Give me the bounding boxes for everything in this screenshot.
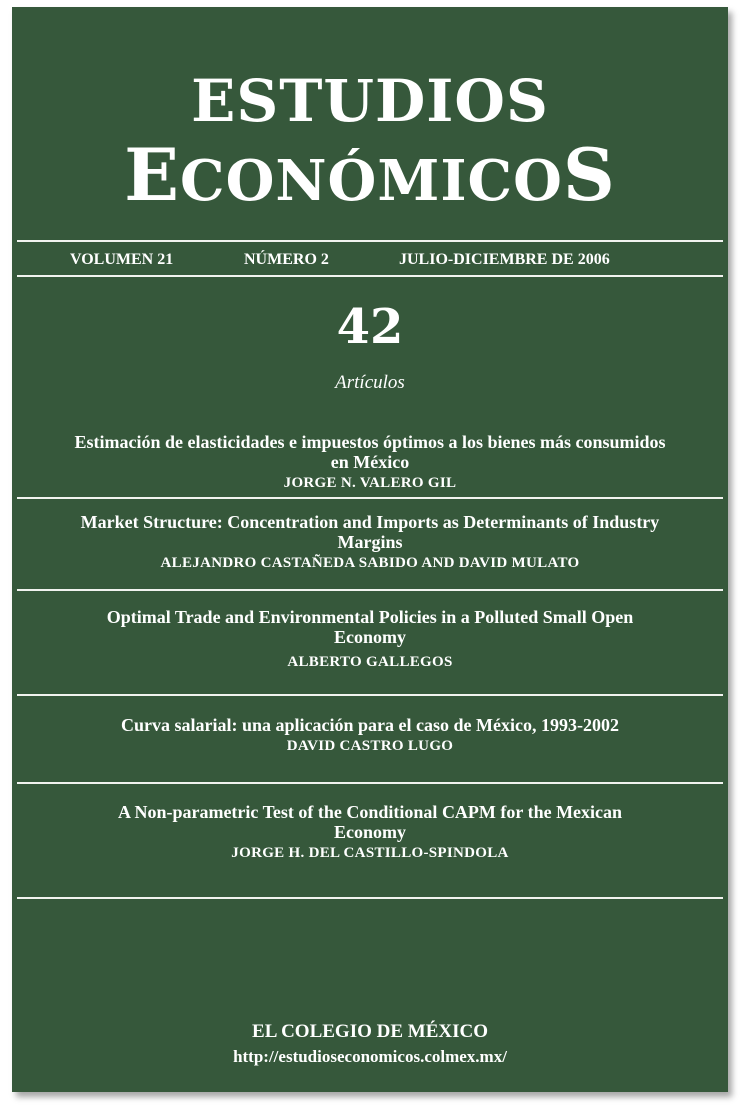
publisher-name: EL COLEGIO DE MÉXICO bbox=[252, 1021, 488, 1042]
issue-period-label: JULIO-DICIEMBRE DE 2006 bbox=[399, 251, 610, 268]
divider bbox=[17, 589, 723, 591]
journal-title-line1: ESTUDIOS bbox=[191, 67, 549, 135]
article-title: Estimación de elasticidades e impuestos óptimos a los bienes más consumidos en México bbox=[74, 432, 666, 472]
volume-label: VOLUMEN 21 bbox=[70, 251, 174, 268]
title-middle: CONÓMICO bbox=[180, 148, 563, 214]
journal-cover bbox=[12, 7, 728, 1092]
divider bbox=[17, 497, 723, 499]
divider bbox=[17, 240, 723, 242]
website-url: http://estudioseconomicos.colmex.mx/ bbox=[233, 1047, 507, 1066]
article-author: ALBERTO GALLEGOS bbox=[287, 654, 453, 670]
issue-sequence-number: 42 bbox=[336, 299, 404, 355]
article-author: JORGE H. DEL CASTILLO-SPINDOLA bbox=[231, 845, 509, 861]
section-label: Artículos bbox=[335, 372, 405, 393]
journal-title-line2 bbox=[12, 132, 728, 217]
article-3 bbox=[12, 607, 728, 673]
article-2 bbox=[12, 512, 728, 574]
article-author: ALEJANDRO CASTAÑEDA SABIDO AND DAVID MULATO bbox=[160, 555, 580, 571]
divider bbox=[17, 694, 723, 696]
article-author: JORGE N. VALERO GIL bbox=[283, 475, 457, 491]
article-title: A Non-parametric Test of the Conditional CAPM for the Mexican Economy bbox=[117, 802, 623, 842]
article-title: Market Structure: Concentration and Imports as Determinants of Industry Margins bbox=[80, 512, 660, 552]
title-initial: E bbox=[124, 132, 181, 217]
issue-info bbox=[12, 249, 728, 275]
article-1 bbox=[12, 432, 728, 494]
divider bbox=[17, 897, 723, 899]
article-4 bbox=[12, 715, 728, 757]
issue-number-label: NÚMERO 2 bbox=[244, 251, 329, 268]
title-final: S bbox=[562, 132, 616, 217]
divider bbox=[17, 782, 723, 784]
divider bbox=[17, 275, 723, 277]
article-title: Optimal Trade and Environmental Policies in a Polluted Small Open Economy bbox=[106, 607, 634, 647]
article-title: Curva salarial: una aplicación para el caso de México, 1993-2002 bbox=[121, 715, 619, 735]
article-author: DAVID CASTRO LUGO bbox=[286, 738, 454, 754]
article-5 bbox=[12, 802, 728, 864]
